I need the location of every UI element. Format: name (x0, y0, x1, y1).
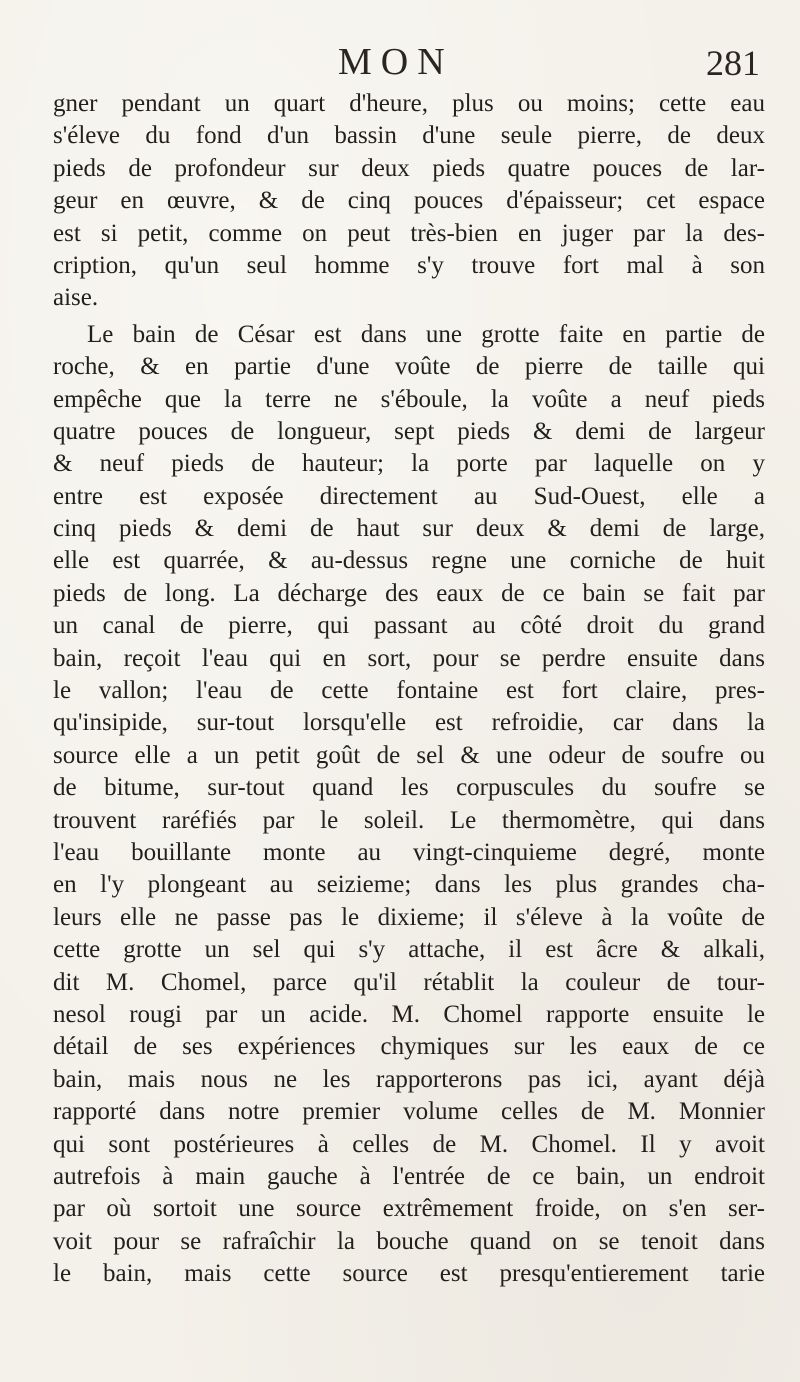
text-line: dit M. Chomel, parce qu'il rétablit la couleur de tour- (53, 968, 765, 996)
text-line: est si petit, comme on peut très-bien en juger par la des- (53, 219, 765, 247)
paragraph-1 (53, 88, 765, 315)
text-line: gner pendant un quart d'heure, plus ou moins; cette eau (53, 90, 765, 117)
text-line: source elle a un petit goût de sel & une odeur de soufre ou (53, 741, 765, 769)
text-line: Le bain de César est dans une grotte faite en partie de (87, 320, 765, 348)
running-head (0, 38, 800, 86)
text-line: geur en œuvre, & de cinq pouces d'épaisseur; cet espace (53, 187, 765, 215)
text-line: un canal de pierre, qui passant au côté droit du grand (53, 612, 765, 640)
text-line: autrefois à main gauche à l'entrée de ce bain, un endroit (53, 1162, 765, 1190)
text-line: l'eau bouillante monte au vingt-cinquieme degré, monte (53, 838, 765, 866)
text-line: cription, qu'un seul homme s'y trouve fort mal à son (53, 251, 765, 279)
text-line: aise. (53, 284, 99, 312)
text-line: qui sont postérieures à celles de M. Chomel. Il y avoit (53, 1130, 765, 1158)
text-line: qu'insipide, sur-tout lorsqu'elle est refroidie, car dans la (53, 709, 765, 737)
text-line: elle est quarrée, & au-dessus regne une corniche de huit (53, 547, 765, 575)
text-line: quatre pouces de longueur, sept pieds & demi de largeur (53, 417, 765, 445)
text-line: cette grotte un sel qui s'y attache, il est âcre & alkali, (53, 936, 765, 964)
text-line: empêche que la terre ne s'éboule, la voûte a neuf pieds (53, 385, 765, 413)
text-line: rapporté dans notre premier volume celles de M. Monnier (53, 1098, 765, 1126)
text-line: voit pour se rafraîchir la bouche quand on se tenoit dans (53, 1227, 765, 1255)
text-line: entre est exposée directement au Sud-Ouest, elle a (53, 482, 765, 510)
body-text (53, 88, 765, 1290)
text-line: le vallon; l'eau de cette fontaine est fort claire, pres- (53, 677, 765, 705)
page-number: 281 (706, 43, 760, 83)
text-line: s'éleve du fond d'un bassin d'une seule pierre, de deux (53, 122, 765, 150)
text-line: & neuf pieds de hauteur; la porte par laquelle on y (53, 450, 765, 478)
text-line: cinq pieds & demi de haut sur deux & demi de large, (53, 515, 765, 543)
paragraph-2 (53, 319, 765, 1291)
text-line: pieds de profondeur sur deux pieds quatre pouces de lar- (53, 154, 765, 182)
text-line: de bitume, sur-tout quand les corpuscules du soufre se (53, 774, 765, 802)
text-line: bain, mais nous ne les rapporterons pas ici, ayant déjà (53, 1065, 765, 1093)
text-line: bain, reçoit l'eau qui en sort, pour se perdre ensuite dans (53, 644, 765, 672)
text-line: nesol rougi par un acide. M. Chomel rapporte ensuite le (53, 1000, 765, 1028)
text-line: détail de ses expériences chymiques sur les eaux de ce (53, 1033, 765, 1061)
text-line: trouvent raréfiés par le soleil. Le thermomètre, qui dans (53, 806, 765, 834)
text-line: roche, & en partie d'une voûte de pierre de taille qui (53, 353, 765, 381)
text-line: leurs elle ne passe pas le dixieme; il s'éleve à la voûte de (53, 903, 765, 931)
text-line: en l'y plongeant au seizieme; dans les plus grandes cha- (53, 871, 765, 899)
text-line: le bain, mais cette source est presqu'entierement tarie (53, 1260, 765, 1288)
running-head-word: MON (338, 41, 454, 83)
text-line: pieds de long. La décharge des eaux de ce bain se fait par (53, 579, 765, 607)
text-line: par où sortoit une source extrêmement froide, on s'en ser- (53, 1195, 765, 1223)
